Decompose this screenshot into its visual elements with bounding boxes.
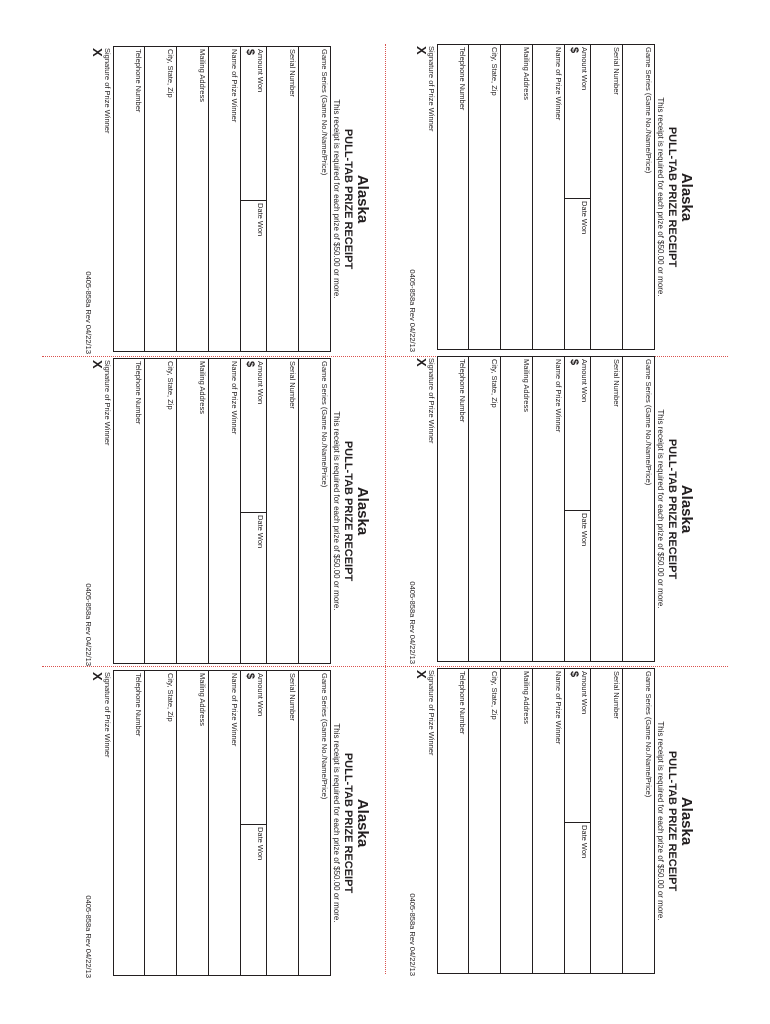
serial-number-field[interactable] <box>266 46 299 352</box>
city-state-zip-label: City, State, Zip <box>490 47 499 96</box>
signature-label: Signature of Prize Winner <box>103 672 112 758</box>
serial-number-label: Serial Number <box>288 49 297 97</box>
mailing-address-field[interactable] <box>176 358 209 664</box>
serial-number-label: Serial Number <box>612 359 621 407</box>
receipt-note: This receipt is required for each prize of $50.00 or more. <box>332 411 341 611</box>
city-state-zip-field[interactable] <box>144 46 177 352</box>
city-state-zip-field[interactable] <box>468 668 501 974</box>
city-state-zip-field[interactable] <box>144 670 177 976</box>
telephone-field[interactable] <box>113 670 145 976</box>
signature-x-mark: X <box>90 360 105 369</box>
state-title: Alaska <box>678 484 695 534</box>
date-won-field[interactable] <box>240 824 267 976</box>
telephone-field[interactable] <box>437 44 469 350</box>
amount-won-field[interactable] <box>240 670 267 825</box>
game-series-label: Game Series (Game No./Name/Price) <box>320 673 329 800</box>
mailing-address-field[interactable] <box>500 356 533 662</box>
amount-won-label: Amount Won <box>580 671 589 715</box>
game-series-label: Game Series (Game No./Name/Price) <box>644 359 653 486</box>
date-won-label: Date Won <box>580 201 589 235</box>
city-state-zip-label: City, State, Zip <box>490 671 499 720</box>
city-state-zip-field[interactable] <box>144 358 177 664</box>
city-state-zip-field[interactable] <box>468 44 501 350</box>
mailing-address-field[interactable] <box>176 46 209 352</box>
date-won-label: Date Won <box>256 515 265 549</box>
amount-won-label: Amount Won <box>256 361 265 405</box>
prize-receipt <box>410 42 700 352</box>
form-code: 0405-858a Rev 04/22/13 <box>84 583 93 666</box>
date-won-field[interactable] <box>240 200 267 352</box>
winner-name-label: Name of Prize Winner <box>230 49 239 123</box>
signature-field[interactable] <box>92 46 114 352</box>
date-won-field[interactable] <box>240 512 267 664</box>
mailing-address-field[interactable] <box>176 670 209 976</box>
winner-name-field[interactable] <box>532 356 565 662</box>
amount-won-field[interactable] <box>240 358 267 513</box>
form-code: 0405-858a Rev 04/22/13 <box>84 895 93 978</box>
winner-name-label: Name of Prize Winner <box>554 359 563 433</box>
mailing-address-field[interactable] <box>500 668 533 974</box>
serial-number-field[interactable] <box>590 44 623 350</box>
state-title: Alaska <box>678 796 695 846</box>
receipt-title: PULL-TAB PRIZE RECEIPT <box>666 750 678 892</box>
mailing-address-label: Mailing Address <box>522 671 531 724</box>
signature-x-mark: X <box>414 46 429 55</box>
form-code: 0405-858a Rev 04/22/13 <box>408 581 417 664</box>
state-title: Alaska <box>354 174 371 224</box>
game-series-field[interactable] <box>298 670 331 976</box>
game-series-field[interactable] <box>298 358 331 664</box>
serial-number-label: Serial Number <box>288 361 297 409</box>
winner-name-field[interactable] <box>208 358 241 664</box>
mailing-address-label: Mailing Address <box>198 673 207 726</box>
game-series-field[interactable] <box>622 668 655 974</box>
city-state-zip-field[interactable] <box>468 356 501 662</box>
receipt-title: PULL-TAB PRIZE RECEIPT <box>666 438 678 580</box>
date-won-label: Date Won <box>256 827 265 861</box>
signature-x-mark: X <box>414 358 429 367</box>
date-won-label: Date Won <box>256 203 265 237</box>
dollar-sign: $ <box>568 359 580 366</box>
dollar-sign: $ <box>244 673 256 680</box>
game-series-label: Game Series (Game No./Name/Price) <box>320 361 329 488</box>
date-won-label: Date Won <box>580 825 589 859</box>
amount-won-field[interactable] <box>564 44 591 199</box>
winner-name-field[interactable] <box>532 668 565 974</box>
game-series-field[interactable] <box>622 44 655 350</box>
serial-number-field[interactable] <box>266 670 299 976</box>
winner-name-field[interactable] <box>208 670 241 976</box>
city-state-zip-label: City, State, Zip <box>490 359 499 408</box>
amount-won-field[interactable] <box>564 356 591 511</box>
serial-number-field[interactable] <box>590 356 623 662</box>
telephone-label: Telephone Number <box>458 671 467 735</box>
signature-field[interactable] <box>416 356 438 662</box>
amount-won-field[interactable] <box>564 668 591 823</box>
dollar-sign: $ <box>568 47 580 54</box>
telephone-label: Telephone Number <box>134 49 143 113</box>
game-series-field[interactable] <box>298 46 331 352</box>
form-code: 0405-858a Rev 04/22/13 <box>408 269 417 352</box>
prize-receipt <box>86 668 376 978</box>
signature-label: Signature of Prize Winner <box>427 46 436 132</box>
mailing-address-label: Mailing Address <box>522 359 531 412</box>
city-state-zip-label: City, State, Zip <box>166 673 175 722</box>
telephone-field[interactable] <box>113 46 145 352</box>
mailing-address-label: Mailing Address <box>198 361 207 414</box>
telephone-label: Telephone Number <box>134 673 143 737</box>
serial-number-label: Serial Number <box>612 47 621 95</box>
receipt-note: This receipt is required for each prize of $50.00 or more. <box>656 97 665 297</box>
signature-label: Signature of Prize Winner <box>103 48 112 134</box>
signature-label: Signature of Prize Winner <box>427 358 436 444</box>
receipt-title: PULL-TAB PRIZE RECEIPT <box>342 752 354 894</box>
telephone-field[interactable] <box>113 358 145 664</box>
winner-name-field[interactable] <box>532 44 565 350</box>
signature-label: Signature of Prize Winner <box>427 670 436 756</box>
dollar-sign: $ <box>568 671 580 678</box>
telephone-label: Telephone Number <box>134 361 143 425</box>
winner-name-label: Name of Prize Winner <box>554 47 563 121</box>
telephone-field[interactable] <box>437 356 469 662</box>
prize-receipt <box>86 44 376 354</box>
signature-field[interactable] <box>416 44 438 350</box>
receipt-note: This receipt is required for each prize of $50.00 or more. <box>656 409 665 609</box>
receipt-note: This receipt is required for each prize of $50.00 or more. <box>656 721 665 921</box>
signature-field[interactable] <box>92 670 114 976</box>
city-state-zip-label: City, State, Zip <box>166 361 175 410</box>
serial-number-field[interactable] <box>590 668 623 974</box>
date-won-field[interactable] <box>564 510 591 662</box>
amount-won-label: Amount Won <box>580 359 589 403</box>
telephone-field[interactable] <box>437 668 469 974</box>
signature-x-mark: X <box>414 670 429 679</box>
game-series-label: Game Series (Game No./Name/Price) <box>644 47 653 174</box>
signature-field[interactable] <box>416 668 438 974</box>
game-series-label: Game Series (Game No./Name/Price) <box>644 671 653 798</box>
date-won-field[interactable] <box>564 822 591 974</box>
telephone-label: Telephone Number <box>458 359 467 423</box>
dollar-sign: $ <box>244 361 256 368</box>
signature-x-mark: X <box>90 48 105 57</box>
serial-number-label: Serial Number <box>288 673 297 721</box>
amount-won-field[interactable] <box>240 46 267 201</box>
state-title: Alaska <box>354 486 371 536</box>
receipt-title: PULL-TAB PRIZE RECEIPT <box>342 440 354 582</box>
receipt-title: PULL-TAB PRIZE RECEIPT <box>342 128 354 270</box>
receipt-note: This receipt is required for each prize of $50.00 or more. <box>332 723 341 923</box>
mailing-address-field[interactable] <box>500 44 533 350</box>
dollar-sign: $ <box>244 49 256 56</box>
winner-name-field[interactable] <box>208 46 241 352</box>
signature-label: Signature of Prize Winner <box>103 360 112 446</box>
vertical-cut-line <box>385 44 386 974</box>
signature-field[interactable] <box>92 358 114 664</box>
prize-receipt <box>410 354 700 664</box>
form-code: 0405-858a Rev 04/22/13 <box>84 271 93 354</box>
form-code: 0405-858a Rev 04/22/13 <box>408 893 417 976</box>
winner-name-label: Name of Prize Winner <box>230 361 239 435</box>
mailing-address-label: Mailing Address <box>198 49 207 102</box>
game-series-field[interactable] <box>622 356 655 662</box>
city-state-zip-label: City, State, Zip <box>166 49 175 98</box>
amount-won-label: Amount Won <box>256 49 265 93</box>
serial-number-field[interactable] <box>266 358 299 664</box>
date-won-label: Date Won <box>580 513 589 547</box>
amount-won-label: Amount Won <box>580 47 589 91</box>
state-title: Alaska <box>354 798 371 848</box>
state-title: Alaska <box>678 172 695 222</box>
amount-won-label: Amount Won <box>256 673 265 717</box>
telephone-label: Telephone Number <box>458 47 467 111</box>
prize-receipt <box>86 356 376 666</box>
serial-number-label: Serial Number <box>612 671 621 719</box>
winner-name-label: Name of Prize Winner <box>230 673 239 747</box>
receipt-title: PULL-TAB PRIZE RECEIPT <box>666 126 678 268</box>
winner-name-label: Name of Prize Winner <box>554 671 563 745</box>
prize-receipt <box>410 666 700 976</box>
game-series-label: Game Series (Game No./Name/Price) <box>320 49 329 176</box>
signature-x-mark: X <box>90 672 105 681</box>
mailing-address-label: Mailing Address <box>522 47 531 100</box>
receipt-note: This receipt is required for each prize of $50.00 or more. <box>332 99 341 299</box>
date-won-field[interactable] <box>564 198 591 350</box>
